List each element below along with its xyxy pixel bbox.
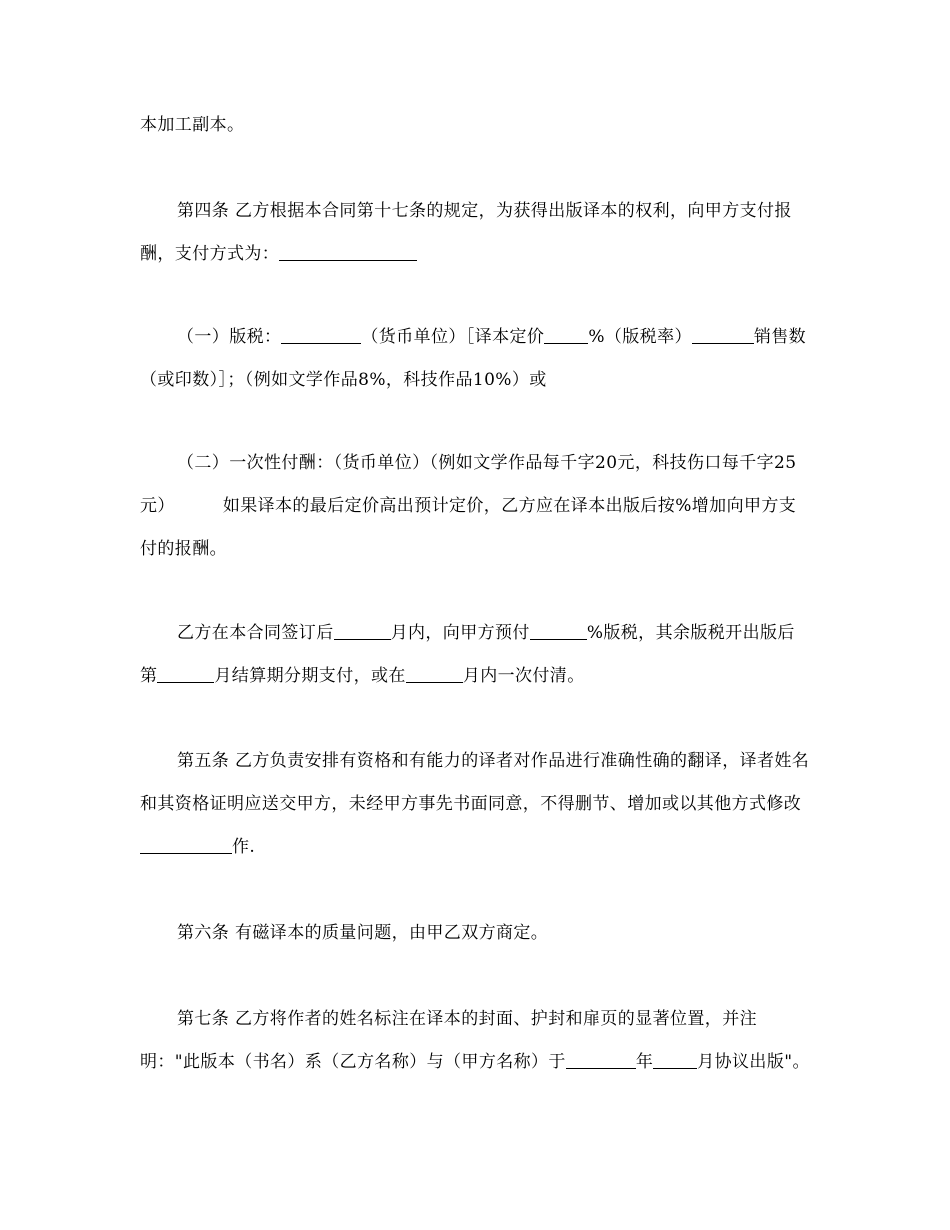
- paragraph-text: 销售数（或印数）］；（例如文学作品8%，科技作品10%）或: [140, 327, 807, 390]
- paragraph-text: 第六条 有磁译本的质量问题，由甲乙双方商定。: [177, 923, 549, 943]
- paragraph-article-7: [140, 998, 812, 1084]
- paragraph-text: 第五条 乙方负责安排有资格和有能力的译者对作品进行准确性确的翻译，译者姓名和其资格证明应送交甲方，未经甲方事先书面同意，不得删节、增加或以其他方式修改: [140, 751, 810, 814]
- paragraph-lump-sum: [140, 442, 812, 571]
- paragraph-text: （二）一次性付酬：（货币单位）（例如文学作品每千字20元，科技伤口每千字25元）: [140, 453, 797, 516]
- blank-advance-percent: [530, 623, 587, 640]
- paragraph-article-5: [140, 740, 812, 869]
- blank-year: [566, 1052, 636, 1069]
- paragraph-text: %（版税率）: [588, 327, 692, 347]
- paragraph-royalty: [140, 316, 812, 402]
- paragraph-text: 第四条 乙方根据本合同第十七条的规定，为获得出版译本的权利，向甲方支付报酬，支付方式为：: [140, 201, 792, 264]
- blank-payment-method: [279, 244, 417, 261]
- blank-month: [653, 1052, 697, 1069]
- paragraph-article-4: [140, 190, 812, 276]
- blank-months: [334, 623, 391, 640]
- paragraph-text: 月内一次付清。: [462, 666, 585, 686]
- paragraph-article-6: [140, 912, 812, 955]
- paragraph-text: 年: [635, 1052, 654, 1072]
- paragraph-text: 月协议出版"。: [697, 1052, 810, 1072]
- blank-work-name: [140, 837, 232, 854]
- blank-royalty-amount: [281, 327, 361, 344]
- paragraph-continuation: [140, 104, 812, 147]
- paragraph-text: （货币单位）［译本定价: [361, 327, 545, 347]
- paragraph-text: 月内，向甲方预付: [390, 623, 530, 643]
- blank-sales-count: [692, 327, 754, 344]
- paragraph-text: （一）版税：: [177, 327, 282, 347]
- paragraph-text: 月结算期分期支付，或在: [214, 666, 406, 686]
- paragraph-text: 本加工副本。: [140, 115, 245, 135]
- paragraph-text: 第七条 乙方将作者的姓名标注在译本的封面、护封和扉页的显著位置，并注明："此版本（书名）系（乙方名称）与（甲方名称）于: [140, 1009, 758, 1072]
- paragraph-advance-payment: [140, 612, 812, 698]
- blank-final-months: [406, 666, 463, 683]
- blank-settlement-month: [157, 666, 214, 683]
- paragraph-text: %版税，其余版税开出版后第: [140, 623, 795, 686]
- blank-royalty-rate: [544, 327, 588, 344]
- paragraph-text: 如果译本的最后定价高出预计定价，乙方应在译本出版后按%增加向甲方支付的报酬。: [140, 496, 797, 559]
- paragraph-text: 乙方在本合同签订后: [177, 623, 334, 643]
- paragraph-text: 作.: [232, 837, 256, 857]
